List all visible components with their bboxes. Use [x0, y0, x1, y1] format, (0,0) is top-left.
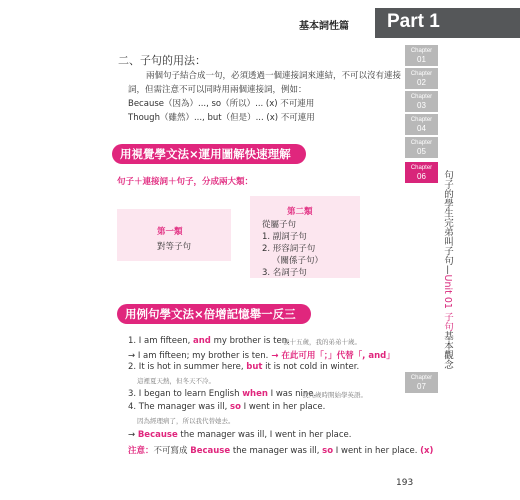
chapter-num: 07	[417, 382, 426, 391]
example-1-alternative	[128, 349, 395, 361]
wrong-mark: (x)	[420, 446, 434, 456]
example-text: I am fifteen; my brother is ten.	[137, 351, 269, 361]
example-text: the manager was ill, I went in her place.	[177, 430, 352, 440]
example-text: my brother is ten.	[210, 336, 290, 346]
category-2-item: 2. 形容詞子句	[262, 244, 316, 254]
example-3-translation: 我九歲時開始學英語。	[302, 391, 367, 399]
note-text: the manager was ill,	[230, 446, 323, 456]
conjunction: but	[246, 362, 263, 372]
note-text: 不可寫成	[153, 446, 191, 456]
example-4-alternative	[128, 430, 351, 440]
example-note: → 在此可用「；」代替「, and」	[268, 351, 395, 361]
chapter-word: Chapter	[410, 94, 433, 100]
chapter-tab-05[interactable]	[405, 137, 438, 158]
chapter-tab-03[interactable]	[405, 91, 438, 112]
conjunction: Because	[137, 430, 178, 440]
category-2-item: （關係子句）	[272, 256, 324, 266]
chapter-word: Chapter	[410, 140, 433, 146]
example-text: 3. I began to learn English	[128, 389, 243, 399]
example-4	[128, 402, 325, 412]
banner-visual-grammar: 用視覺學文法×運用圖解快速理解	[112, 144, 306, 164]
caution-note	[128, 444, 433, 456]
chapter-tab-02[interactable]	[405, 68, 438, 89]
example-2-translation: 這裡夏天熱，但冬天不冷。	[137, 377, 215, 385]
side-vertical-title	[440, 170, 454, 369]
paragraph-line-2: 詞，但需注意不可以同時用兩個連接詞，例如：	[128, 85, 307, 95]
rule-2: Though（雖然）..., but（但是）... (x) 不可連用	[128, 113, 315, 123]
arrow: →	[128, 430, 138, 440]
chapter-word: Chapter	[410, 71, 433, 77]
paragraph-line-1: 兩個句子結合成一句，必須透過一個連接詞來連結，不可以沒有連接	[146, 71, 402, 81]
conjunction: so	[230, 402, 241, 412]
category-1-text: 對等子句	[157, 242, 192, 252]
header-section-title: 基本詞性篇	[299, 21, 349, 32]
chapter-word: Chapter	[410, 117, 433, 123]
note-label: 注意：	[128, 446, 154, 456]
arrow: →	[128, 351, 138, 361]
chapter-num: 05	[417, 147, 426, 156]
part-label: Part 1	[387, 11, 440, 32]
conjunction: when	[242, 389, 268, 399]
chapter-num: 02	[417, 78, 426, 87]
section-title: 二、子句的用法：	[118, 54, 206, 67]
example-1	[128, 336, 290, 346]
example-text: I went in her place.	[240, 402, 326, 412]
conjunction: so	[322, 446, 334, 456]
chapter-num: 03	[417, 101, 426, 110]
example-text: it is not cold in winter.	[262, 362, 360, 372]
chapter-word: Chapter	[410, 48, 433, 54]
category-2-item: 3. 名詞子句	[262, 268, 307, 278]
category-2-title: 第二類	[287, 207, 313, 217]
chapter-num: 04	[417, 124, 426, 133]
example-text: 2. It is hot in summer here,	[128, 362, 247, 372]
chapter-tab-04[interactable]	[405, 114, 438, 135]
note-text: I went in her place.	[333, 446, 421, 456]
side-text-unit: Unit 01 子句	[442, 274, 453, 331]
chapter-word: Chapter	[410, 165, 433, 171]
example-2	[128, 362, 359, 372]
page-number: 193	[396, 478, 414, 488]
rule-1: Because（因為）..., so（所以）... (x) 不可連用	[128, 99, 315, 109]
example-1-translation: 我十五歲，我的弟弟十歲。	[283, 338, 361, 346]
chapter-tab-06-active[interactable]	[405, 162, 438, 183]
example-text: 1. I am fifteen,	[128, 336, 193, 346]
chapter-num: 06	[417, 172, 426, 181]
conjunction: and	[193, 336, 211, 346]
example-text: 4. The manager was ill,	[128, 402, 231, 412]
example-text: I was nine.	[267, 389, 317, 399]
banner-example-sentences: 用例句學文法×倍增記憶舉一反三	[117, 304, 311, 324]
chapter-tab-07[interactable]	[405, 372, 438, 393]
example-3	[128, 389, 316, 399]
part-label-tab	[375, 8, 520, 38]
category-2-item: 從屬子句	[262, 220, 297, 230]
category-1-title: 第一類	[157, 227, 183, 237]
chapter-word: Chapter	[410, 375, 433, 381]
chapter-num: 01	[417, 55, 426, 64]
side-text-part1: 句子的學生完弟叫子句—	[442, 170, 453, 275]
example-4-translation: 因為經理病了，所以我代替她去。	[137, 417, 235, 425]
chapter-tab-01[interactable]	[405, 45, 438, 66]
conjunction: Because	[190, 446, 231, 456]
formula-text: 句子＋連接詞＋句子，分成兩大類：	[117, 177, 254, 187]
category-2-item: 1. 副詞子句	[262, 232, 307, 242]
side-text-part2: 基本觀念	[442, 330, 453, 369]
